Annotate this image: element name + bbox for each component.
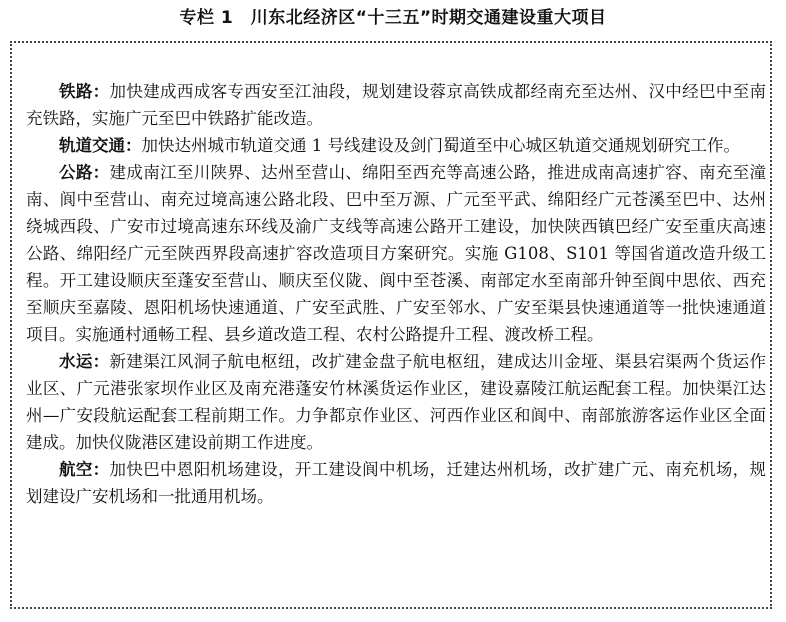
- waterway-paragraph: [26, 348, 766, 456]
- waterway-heading: 水运：: [59, 352, 110, 371]
- aviation-paragraph: [26, 456, 766, 510]
- waterway-text: 新建渠江风洞子航电枢纽，改扩建金盘子航电枢纽，建成达川金垭、渠县宕渠两个货运作业区、广元港张家坝作业区及南充港蓬安竹林溪货运作业区，建设嘉陵江航运配套工程。加快渠江达州—广安段航运配套工程前期工作。力争都京作业区、河西作业区和阆中、南部旅游客运作业区全面建成。加快仪陇港区建设前期工作进度。: [26, 352, 767, 452]
- highway-paragraph: [26, 159, 766, 348]
- rail-transit-paragraph: [26, 132, 766, 159]
- highway-text: 建成南江至川陕界、达州至营山、绵阳至西充等高速公路，推进成南高速扩容、南充至潼南、阆中至营山、南充过境高速公路北段、巴中至万源、广元至平武、绵阳经广元苍溪至巴中、达州绕城西段、广安市过境高速东环线及渝广支线等高速公路开工建设，加快陕西镇巴经广安至重庆高速公路、绵阳经广元至陕西界段高速扩容改造项目方案研究。实施 G108、S101 等国省道改造升级工程。开工建设顺庆至蓬安至营山、顺庆至仪陇、阆中至苍溪、南部定水至南部升钟至阆中思依、西充至顺庆至嘉陵、恩阳机场快速通道、广安至武胜、广安至邻水、广安至渠县快速通道等一批快速通道项目。实施通村通畅工程、县乡道改造工程、农村公路提升工程、渡改桥工程。: [26, 163, 767, 344]
- highway-heading: 公路：: [59, 163, 110, 182]
- railway-paragraph: [26, 78, 766, 132]
- rail-transit-heading: 轨道交通：: [59, 136, 142, 155]
- aviation-text: 加快巴中恩阳机场建设，开工建设阆中机场，迁建达州机场，改扩建广元、南充机场，规划建设广安机场和一批通用机场。: [26, 460, 767, 506]
- column-content: [26, 78, 766, 510]
- railway-text: 加快建成西成客专西安至江油段，规划建设蓉京高铁成都经南充至达州、汉中经巴中至南充铁路，实施广元至巴中铁路扩能改造。: [26, 82, 767, 128]
- railway-heading: 铁路：: [59, 82, 110, 101]
- rail-transit-text: 加快达州城市轨道交通 1 号线建设及剑门蜀道至中心城区轨道交通规划研究工作。: [141, 136, 740, 155]
- column-title: 专栏 1 川东北经济区“十三五”时期交通建设重大项目: [179, 8, 607, 28]
- aviation-heading: 航空：: [59, 460, 110, 479]
